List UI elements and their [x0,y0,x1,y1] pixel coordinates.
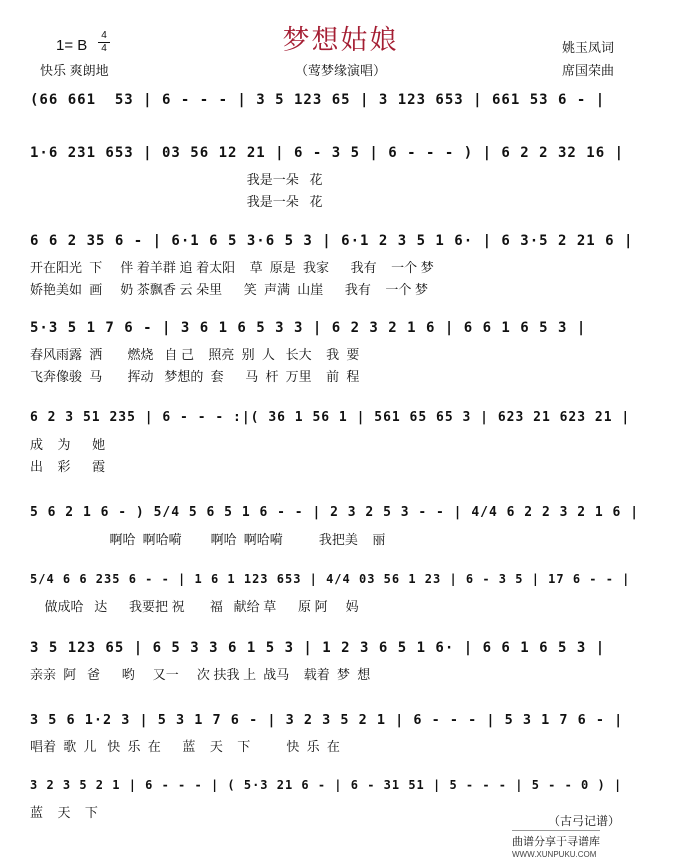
lyric-verse-1: 春风雨露 洒 燃烧 自 己 照亮 别 人 长大 我 要 [30,347,360,362]
notation-line: (66 661 53 | 6 - - - | 3 5 123 65 | 3 123 653 | 661 53 6 - | [30,92,606,108]
score-line [30,572,642,644]
lyric-verse-1: 蓝 天 下 [30,805,98,820]
time-signature [98,31,110,54]
notation-line: 3 2 3 5 2 1 | 6 - - - | ( 5·3 21 6 - | 6 - 31 51 | 5 - - - | 5 - - 0 ) | [30,778,623,792]
notation-line: 5 6 2 1 6 - ) 5/4 5 6 5 1 6 - - | 2 3 2 5 3 - - | 4/4 6 2 2 3 2 1 6 | [30,505,640,520]
lyric-verse-1: 开在阳光 下 伴 着羊群 追 着太阳 草 原是 我家 我有 一个 梦 [30,260,434,275]
lyricist-credit: 姚玉凤词 [562,40,615,55]
score-line [30,712,642,784]
score-line [30,233,642,305]
notation-line: 3 5 6 1·2 3 | 5 3 1 7 6 - | 3 2 3 5 2 1 | 6 - - - | 5 3 1 7 6 - | [30,712,624,728]
score-line [30,505,642,577]
lyric-verse-2: 出 彩 霞 [30,459,106,474]
lyric-verse-1: 做成哈 达 我要把 祝 福 献给 草 原 阿 妈 [30,599,359,614]
time-sig-top: 4 [101,30,107,41]
notation-line: 1·6 231 653 | 03 56 12 21 | 6 - 3 5 | 6 - - - ) | 6 2 2 32 16 | [30,145,625,161]
transcriber-note: （古弓记谱） [548,814,621,828]
key-signature: 1= B [56,37,88,54]
lyric-verse-1: 成 为 她 [30,437,106,452]
score-line [30,145,642,217]
notation-line: 6 2 3 51 235 | 6 - - - :|( 36 1 56 1 | 561 65 65 3 | 623 21 623 21 | [30,410,631,425]
lyric-verse-2: 娇艳美如 画 奶 茶飘香 云 朵里 笑 声满 山崖 我有 一个 梦 [30,282,428,297]
watermark-url: WWW.XUNPUKU.COM [512,850,597,859]
time-sig-bottom: 4 [101,43,107,54]
lyric-verse-1: 我是一朵 花 [30,172,323,187]
song-title: 梦想姑娘 [282,25,399,56]
singer-credit: （莺梦缘演唱） [294,63,386,78]
notation-line: 5/4 6 6 235 6 - - | 1 6 1 123 653 | 4/4 03 56 1 23 | 6 - 3 5 | 17 6 - - | [30,572,631,586]
notation-line: 3 5 123 65 | 6 5 3 3 6 1 5 3 | 1 2 3 6 5 1 6· | 6 6 1 6 5 3 | [30,640,606,656]
score-line [30,410,642,482]
lyric-verse-2: 我是一朵 花 [30,194,323,209]
score-line [30,320,642,392]
tempo-marking: 快乐 爽朗地 [40,63,109,78]
notation-line: 6 6 2 35 6 - | 6·1 6 5 3·6 5 3 | 6·1 2 3 5 1 6· | 6 3·5 2 21 6 | [30,233,634,249]
notation-line: 5·3 5 1 7 6 - | 3 6 1 6 5 3 3 | 6 2 3 2 1 6 | 6 6 1 6 5 3 | [30,320,587,336]
score-line [30,640,642,712]
lyric-verse-1: 啊哈 啊哈嗬 啊哈 啊哈嗬 我把美 丽 [30,532,386,547]
lyric-verse-2: 飞奔像骏 马 挥动 梦想的 套 马 杆 万里 前 程 [30,369,360,384]
composer-credit: 席国荣曲 [562,63,615,78]
site-watermark [512,830,600,859]
watermark-text: 曲谱分享于寻谱库 [512,836,600,848]
lyric-verse-1: 唱着 歌 儿 快 乐 在 蓝 天 下 快 乐 在 [30,739,340,754]
lyric-verse-1: 亲亲 阿 爸 哟 又一 次 扶我 上 战马 载着 梦 想 [30,667,371,682]
